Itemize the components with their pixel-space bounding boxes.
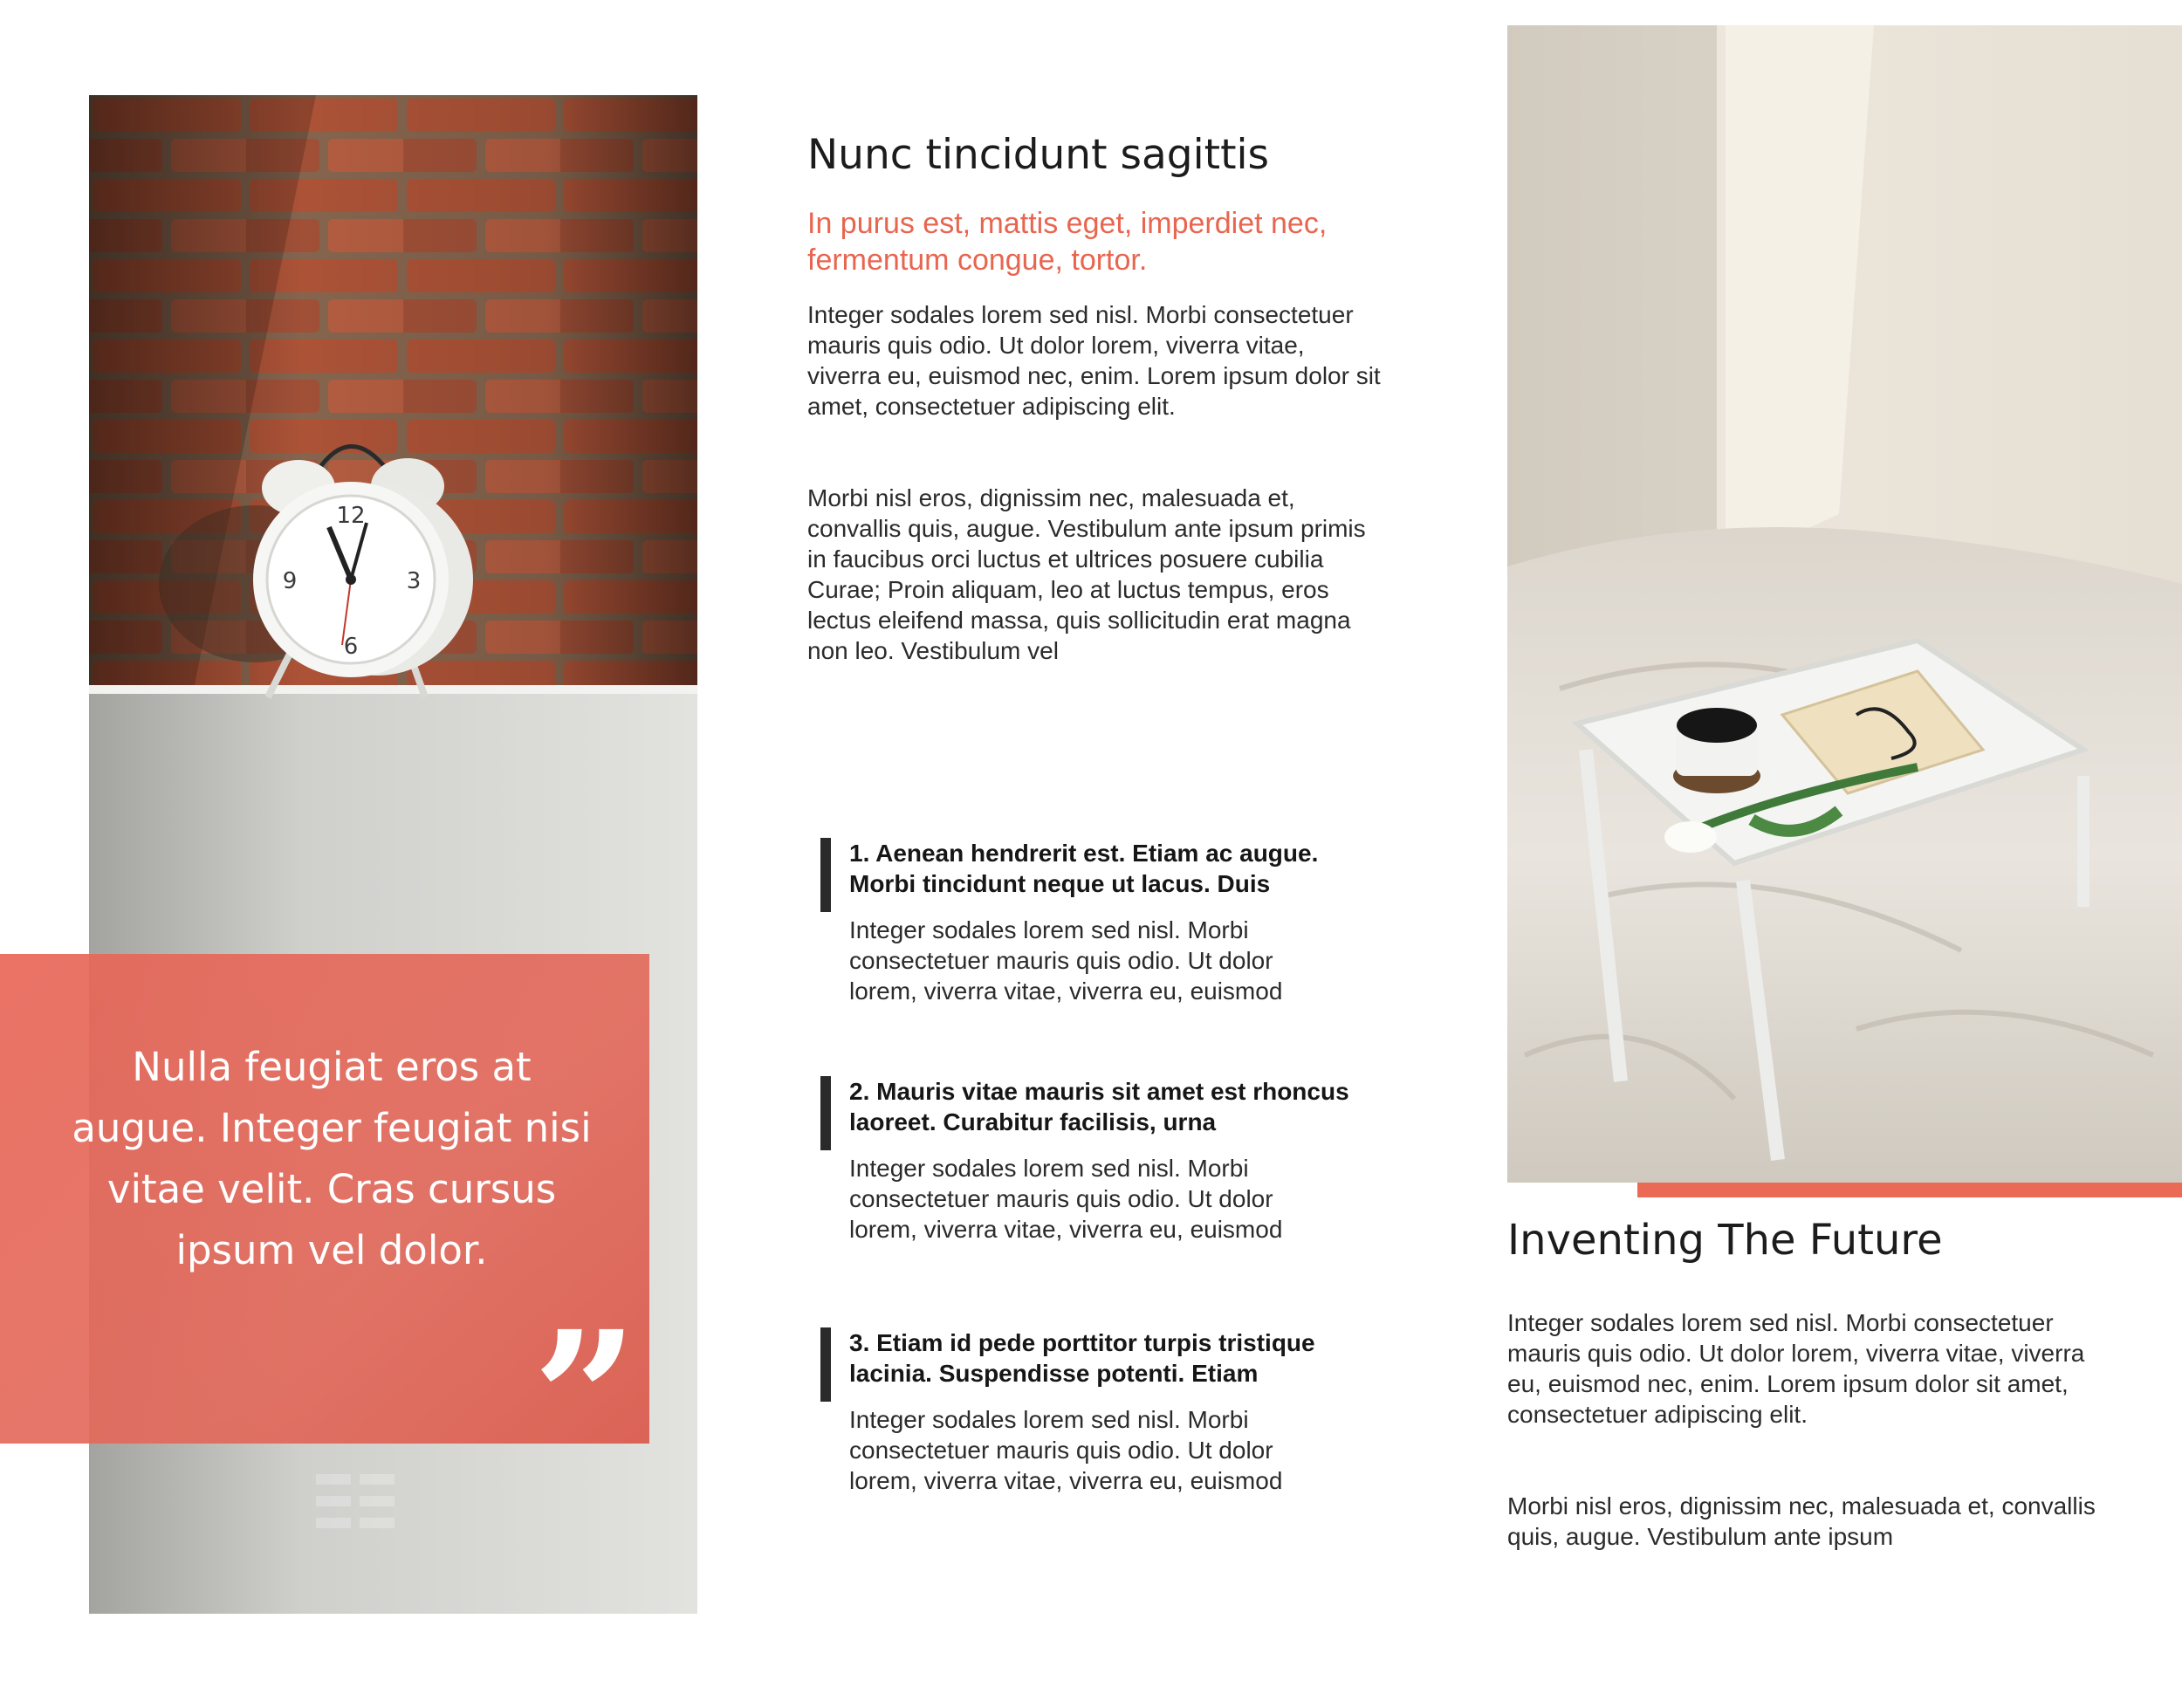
list-marker-bar xyxy=(820,1076,831,1150)
section-paragraph-2: Morbi nisl eros, dignissim nec, malesuada et, convallis quis, augue. Vestibulum ante ipsum primis in faucibus orci luctus et ultrices posuere cubilia Curae; Proin aliquam, leo at luctus tempus, eros lectus eleifend massa, quis sollicitudin erat magna non leo. Vestibulum vel xyxy=(807,484,1366,664)
section-subtitle: In purus est, mattis eget, imperdiet nec, fermentum congue, tortor. xyxy=(807,207,1328,277)
svg-text:6: 6 xyxy=(343,634,359,660)
list-item-heading: 1. Aenean hendrerit est. Etiam ac augue. Morbi tincidunt neque ut lacus. Duis xyxy=(849,840,1319,897)
quote-box xyxy=(0,954,649,1506)
svg-text:3: 3 xyxy=(406,568,422,594)
list-item-body: Integer sodales lorem sed nisl. Morbi consectetuer mauris quis odio. Ut dolor lorem, viverra vitae, viverra eu, euismod xyxy=(849,916,1283,1005)
bed-tray-photo xyxy=(1507,25,2182,1183)
svg-text:9: 9 xyxy=(282,568,298,594)
quote-mark-icon: ” xyxy=(532,1291,638,1506)
list-item-heading: 3. Etiam id pede porttitor turpis tristique lacinia. Suspendisse potenti. Etiam xyxy=(849,1329,1315,1387)
section-title: Nunc tincidunt sagittis xyxy=(807,131,1270,179)
list-marker-bar xyxy=(820,838,831,912)
list-item-body: Integer sodales lorem sed nisl. Morbi consectetuer mauris quis odio. Ut dolor lorem, viverra vitae, viverra eu, euismod xyxy=(849,1406,1283,1494)
right-paragraph-1: Integer sodales lorem sed nisl. Morbi consectetuer mauris quis odio. Ut dolor lorem, viverra vitae, viverra eu, euismod nec, enim. Lorem ipsum dolor sit amet, consectetuer adipiscing elit. xyxy=(1507,1309,2085,1428)
right-paragraph-2: Morbi nisl eros, dignissim nec, malesuada et, convallis quis, augue. Vestibulum ante ipsum xyxy=(1507,1492,2096,1550)
list-item-heading: 2. Mauris vitae mauris sit amet est rhoncus laoreet. Curabitur facilisis, urna xyxy=(849,1078,1349,1135)
right-title: Inventing The Future xyxy=(1507,1216,1943,1265)
pull-quote: Nulla feugiat eros at augue. Integer feugiat nisi vitae velit. Cras cursus ipsum vel dolor. xyxy=(72,1044,592,1273)
section-paragraph-1: Integer sodales lorem sed nisl. Morbi consectetuer mauris quis odio. Ut dolor lorem, viverra vitae, viverra eu, euismod nec, enim. Lorem ipsum dolor sit amet, consectetuer adipiscing elit. xyxy=(807,301,1381,420)
list-marker-bar xyxy=(820,1327,831,1402)
accent-bar xyxy=(1637,1183,2182,1197)
list-item-body: Integer sodales lorem sed nisl. Morbi consectetuer mauris quis odio. Ut dolor lorem, viverra vitae, viverra eu, euismod xyxy=(849,1155,1283,1243)
svg-text:12: 12 xyxy=(336,503,366,529)
